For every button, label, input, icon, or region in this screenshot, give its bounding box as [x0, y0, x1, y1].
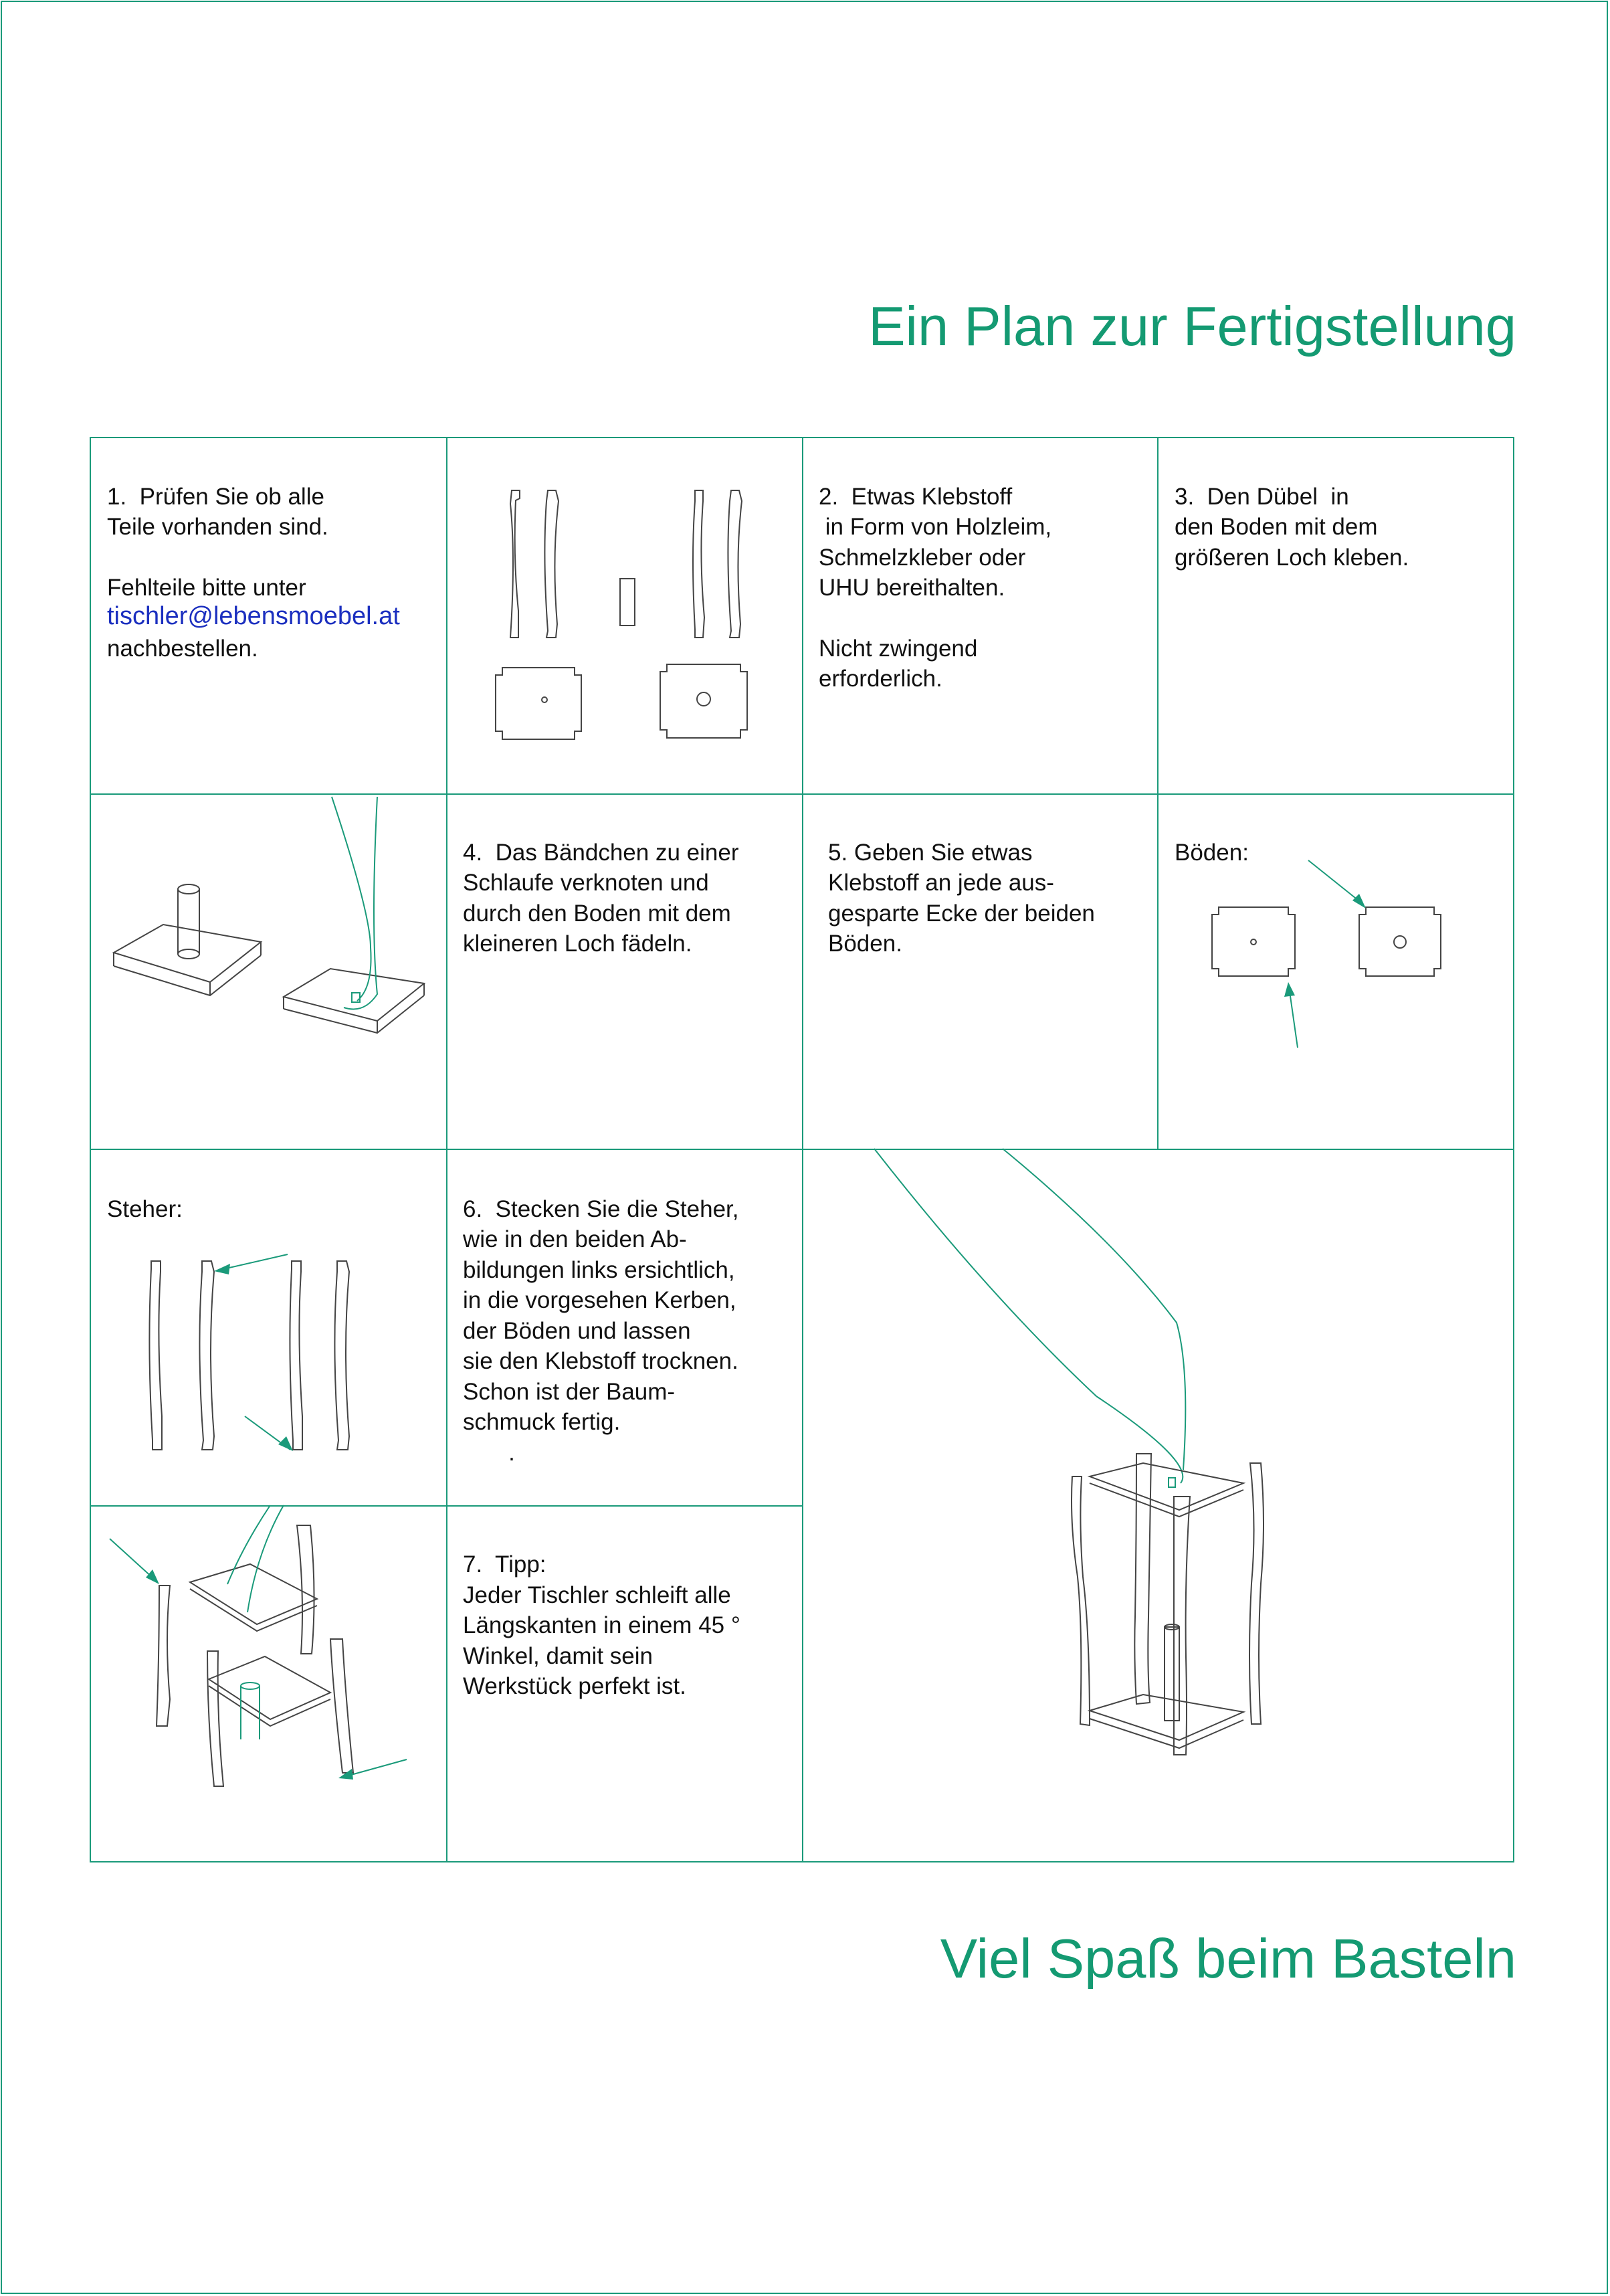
step-2-line-4: UHU bereithalten.	[819, 575, 1005, 601]
step-2-line-1: 2. Etwas Klebstoff	[819, 484, 1013, 510]
step-6-line-9: .	[463, 1440, 515, 1466]
step-2-line-3: Schmelzkleber oder	[819, 545, 1026, 571]
step-7-line-1: 7. Tipp:	[463, 1551, 546, 1577]
step-5-line-4: Böden.	[828, 931, 902, 957]
step-2-line-5: Nicht zwingend	[819, 636, 978, 662]
step-3-line-3: größeren Loch kleben.	[1175, 545, 1409, 571]
boeden-drawing	[1157, 793, 1513, 1149]
dowel-ribbon-drawing	[90, 793, 446, 1149]
footer-title: Viel Spaß beim Basteln	[940, 1927, 1516, 1990]
steher-label: Steher:	[107, 1196, 183, 1222]
step-4-line-3: durch den Boden mit dem	[463, 900, 731, 927]
step-5-line-1: 5. Geben Sie etwas	[828, 840, 1033, 866]
step-6-line-7: Schon ist der Baum-	[463, 1379, 676, 1405]
step-6-line-3: bildungen links ersichtlich,	[463, 1257, 735, 1283]
step-6-line-8: schmuck fertig.	[463, 1409, 621, 1435]
step-5-line-3: gesparte Ecke der beiden	[828, 900, 1095, 927]
step-1-line-4: nachbestellen.	[107, 636, 258, 662]
step-4-line-4: kleineren Loch fädeln.	[463, 931, 692, 957]
email-link[interactable]: tischler@lebensmoebel.at	[107, 602, 400, 630]
step-6-line-4: in die vorgesehen Kerben,	[463, 1287, 736, 1313]
step-6-line-2: wie in den beiden Ab-	[463, 1226, 687, 1252]
step-1-line-1: 1. Prüfen Sie ob alle	[107, 484, 324, 510]
parts-overview-drawing	[446, 437, 803, 793]
step-6-line-5: der Böden und lassen	[463, 1318, 691, 1344]
step-4-line-2: Schlaufe verknoten und	[463, 870, 709, 896]
step-1-line-3: Fehlteile bitte unter	[107, 575, 306, 601]
finished-lantern-drawing	[802, 1149, 1513, 1861]
step-6-line-6: sie den Klebstoff trocknen.	[463, 1348, 738, 1374]
assembly-exploded-drawing	[90, 1505, 446, 1861]
step-1-line-2: Teile vorhanden sind.	[107, 514, 328, 540]
step-7-line-5: Werkstück perfekt ist.	[463, 1673, 686, 1699]
step-6-line-1: 6. Stecken Sie die Steher,	[463, 1196, 739, 1222]
boeden-label: Böden:	[1175, 840, 1249, 866]
step-3-line-2: den Boden mit dem	[1175, 514, 1378, 540]
step-5-line-2: Klebstoff an jede aus-	[828, 870, 1054, 896]
step-7-line-4: Winkel, damit sein	[463, 1643, 653, 1669]
step-3-line-1: 3. Den Dübel in	[1175, 484, 1349, 510]
page-title: Ein Plan zur Fertigstellung	[868, 295, 1516, 357]
step-4-line-1: 4. Das Bändchen zu einer	[463, 840, 739, 866]
steher-drawing	[90, 1149, 446, 1505]
step-7-line-2: Jeder Tischler schleift alle	[463, 1582, 731, 1608]
step-7-line-3: Längskanten in einem 45 °	[463, 1612, 740, 1638]
step-2-line-2: in Form von Holzleim,	[819, 514, 1052, 540]
step-2-line-6: erforderlich.	[819, 666, 942, 692]
